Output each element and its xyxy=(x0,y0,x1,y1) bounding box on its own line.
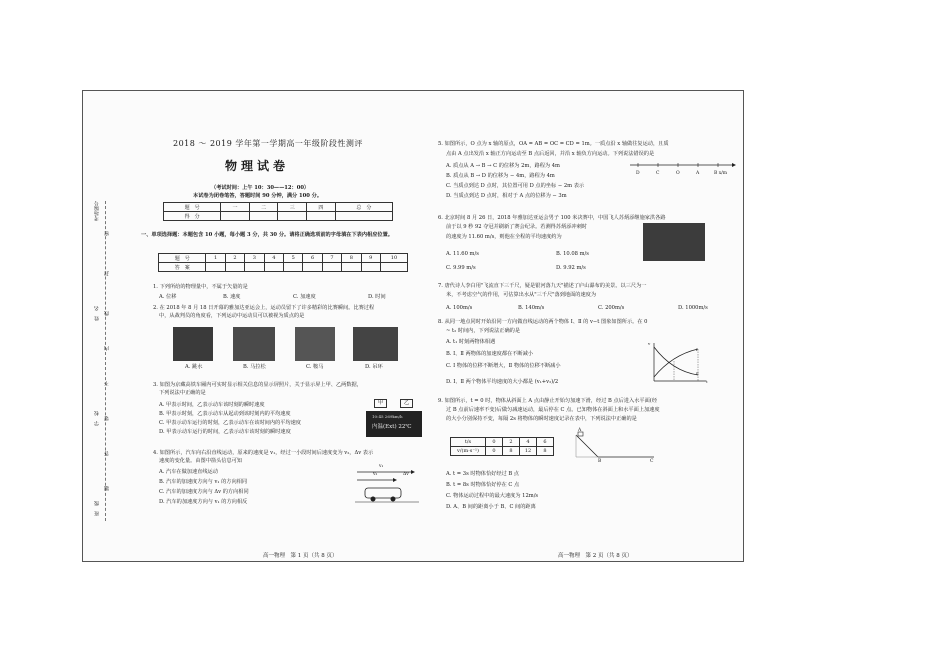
axis-label-d: D xyxy=(636,171,640,176)
q3-option-c: C. 甲表示动车运行的时刻，乙表示动车在该时间内的平均速度 xyxy=(159,420,301,426)
vt-cell: 0 xyxy=(486,447,503,456)
score-input[interactable] xyxy=(221,212,250,221)
q7-option-b: B. 140m/s xyxy=(518,305,545,311)
answer-input[interactable] xyxy=(361,263,380,272)
answer-input[interactable] xyxy=(342,263,361,272)
score-cell: 二 xyxy=(249,203,278,212)
cutline-char: 答 xyxy=(104,451,110,456)
answer-head: 8 xyxy=(342,254,361,263)
incline-surface xyxy=(576,435,598,457)
subject-title: 物理试卷 xyxy=(225,159,290,173)
answer-head: 2 xyxy=(225,254,244,263)
axis-label-c: C xyxy=(656,171,660,176)
binding-margin xyxy=(83,91,113,561)
answer-head: 10 xyxy=(380,254,407,263)
score-cell: 得 分 xyxy=(164,212,221,221)
q3-stem-2: 下列说法中正确的是 xyxy=(159,390,206,396)
answer-head: 3 xyxy=(245,254,264,263)
vt-head: 2 xyxy=(503,438,520,447)
q8-stem-1: 8. 从同一地点同时开始沿同一方向做直线运动的两个物体 Ⅰ、Ⅱ 的 v−t 图象如图所示。在 0 xyxy=(438,319,648,325)
label-yi: 乙 xyxy=(400,399,413,408)
answer-head: 1 xyxy=(206,254,225,263)
q8-stem-2: ~ t₂ 时间内，下列说法正确的是 xyxy=(446,328,521,334)
photo-rings xyxy=(353,327,398,361)
x-axis-figure xyxy=(628,161,738,171)
car-body xyxy=(365,488,401,498)
q4-option-c: C. 汽车的加速度方向与 Δv 的方向相同 xyxy=(159,489,249,495)
q5-option-a: A. 质点从 A → B → C 的位移为 2m，路程为 4m xyxy=(446,163,560,169)
dv-label: Δv xyxy=(403,472,409,477)
answer-head: 7 xyxy=(322,254,341,263)
q5-stem-1: 5. 如图所示，O 点为 x 轴的原点，OA = AB = OC = CD = 1m。一质点沿 x 轴做往复运动，且质 xyxy=(438,141,669,147)
q2-option-d: D. 吊环 xyxy=(365,364,383,370)
exam-sheet xyxy=(82,90,744,562)
q9-stem-2: 过 B 点前后速率不变)后做匀减速运动，最后停在 C 点。已知物体在斜面上和水平面上加速度 xyxy=(446,407,660,413)
answer-input[interactable] xyxy=(245,263,264,272)
q2-stem-2: 中，从裁判员的角度看，下列运动中运动员可以被视为质点的是 xyxy=(159,313,305,319)
section1-heading: 一、单项选择题：本题包含 10 小题，每小题 3 分，共 30 分。请将正确选项前的字母填在下表内相应位置。 xyxy=(141,232,393,238)
score-cell: 题 号 xyxy=(164,203,221,212)
vt-cell: 8 xyxy=(503,447,520,456)
answer-input[interactable] xyxy=(283,263,302,272)
answer-input[interactable] xyxy=(264,263,283,272)
footer-page-2: 高一物理 第 2 页（共 8 页） xyxy=(558,553,633,559)
cut-line xyxy=(105,201,106,521)
score-cell: 三 xyxy=(278,203,307,212)
q8-option-b: B. Ⅰ、Ⅱ 两物体的加速度都在不断减小 xyxy=(446,351,533,357)
answer-table xyxy=(158,253,408,272)
vt-cell: 12 xyxy=(520,447,537,456)
q2-option-c: C. 鞍马 xyxy=(306,364,324,370)
footer-page-1: 高一物理 第 1 页（共 8 页） xyxy=(263,553,338,559)
point-c-label: C xyxy=(650,459,654,464)
q6-stem-2: 前于以 9 秒 92 夺冠并刷新了赛会纪录。若测得苏炳添冲刺时 xyxy=(446,224,587,230)
score-cell: 总 分 xyxy=(335,203,392,212)
car-wheel xyxy=(391,497,396,502)
q1-option-c: C. 加速度 xyxy=(293,294,316,300)
q9-stem-1: 9. 如图所示，t = 0 时，物体从斜面上 A 点由静止开始匀加速下滑，经过 B 点后进入水平面(经 xyxy=(438,398,658,404)
cutline-char: 要 xyxy=(104,416,110,421)
q4-stem-2: 速度的变化量。由图中箭头信息可知 xyxy=(159,458,243,464)
answer-input[interactable] xyxy=(225,263,244,272)
q3-option-b: B. 甲表示时刻，乙表示动车从起动到该时刻内的平均速度 xyxy=(159,411,291,417)
answer-head: 6 xyxy=(303,254,322,263)
q4-option-b: B. 汽车的加速度方向与 v₁ 的方向相同 xyxy=(159,479,248,485)
exam-notice: 本试卷为闭卷笔答，答题时间 90 分钟，满分 100 分。 xyxy=(193,193,323,199)
axis-label-b: B x/m xyxy=(714,171,728,176)
score-cell: 四 xyxy=(307,203,336,212)
vt-head: 4 xyxy=(520,438,537,447)
curve-i xyxy=(654,349,698,377)
cutline-char: 题 xyxy=(104,486,110,491)
exam-time: （考试时间：上午 10：30——12：00） xyxy=(211,185,310,191)
q1-option-d: D. 时间 xyxy=(368,294,386,300)
margin-label-class: 班 级 xyxy=(94,501,100,516)
point-b-label: B xyxy=(598,459,602,464)
vt-graph xyxy=(648,341,710,385)
cutline-char: 封 xyxy=(104,271,110,276)
car-wheel xyxy=(371,497,376,502)
train-display-figure xyxy=(366,399,426,441)
cutline-char: 不 xyxy=(104,381,110,386)
vt-head: t/s xyxy=(451,438,486,447)
answer-head: 9 xyxy=(361,254,380,263)
q3-stem-1: 3. 如图为京藏高铁车厢内可实时显示相关信息的显示屏照片，关于显示屏上甲、乙两数据， xyxy=(153,382,362,388)
q3-option-a: A. 甲表示时间，乙表示动车该时刻的瞬时速度 xyxy=(159,402,265,408)
display-temp: 内温(Ext) 22℃ xyxy=(372,424,412,430)
v2-label: v₂ xyxy=(373,472,378,477)
q7-stem-1: 7. 唐代诗人李白用"飞流直下三千尺，疑是银河落九天"描述了庐山瀑布的美景。以三尺为一 xyxy=(438,283,647,289)
axis-label-a: A xyxy=(696,171,700,176)
q6-stem-1: 6. 北京时间 8 月 26 日，2018 年雅加达亚运会男子 100 米决赛中，中国飞人苏炳添继施家洪各路 xyxy=(438,215,666,221)
answer-input[interactable] xyxy=(322,263,341,272)
score-table xyxy=(163,202,393,221)
x-axis-arrowhead xyxy=(732,163,736,167)
exam-title: 2018 ～ 2019 学年第一学期高一年级阶段性测评 xyxy=(173,139,363,148)
q5-option-d: D. 当质点到达 D 点时，相对于 A 点的位移为 − 3m xyxy=(446,193,567,199)
q5-option-b: B. 质点从 B → D 的位移为 − 4m，路程为 4m xyxy=(446,173,555,179)
q6-stem-3: 的速度为 11.60 m/s，则他在全程的平均速度约为 xyxy=(446,234,562,240)
v1-arrowhead xyxy=(411,470,415,474)
score-input[interactable] xyxy=(307,212,336,221)
answer-head: 5 xyxy=(283,254,302,263)
answer-head: 题 号 xyxy=(159,254,206,263)
margin-label-name: 姓 名 xyxy=(94,306,100,321)
graph-v-label: v xyxy=(648,341,651,346)
q4-option-d: D. 汽车的加速度方向与 v₁ 的方向相反 xyxy=(159,499,248,505)
q8-option-c: C. Ⅰ 物体的位移不断增大，Ⅱ 物体的位移不断减小 xyxy=(446,363,561,369)
v1-label: v₁ xyxy=(379,464,384,469)
q4-option-a: A. 汽车在做加速直线运动 xyxy=(159,469,218,475)
q9-stem-3: 的大小分别保持不变，每隔 2s 将物体的瞬时速度记录在表中，下列说法中正确的是 xyxy=(446,416,637,422)
q1-option-b: B. 速度 xyxy=(223,294,241,300)
q9-option-c: C. 物体运动过程中的最大速度为 12m/s xyxy=(446,493,539,499)
label-jia: 甲 xyxy=(374,399,387,408)
photo-pommel-horse xyxy=(295,327,335,361)
q7-stem-2: 米，不考虑空气的作用，可估算出水从"三千尺"落到地面的速度为 xyxy=(446,292,597,298)
photo-marathon xyxy=(233,327,275,361)
q9-option-a: A. t = 3s 时物体恰好经过 B 点 xyxy=(446,471,519,477)
q2-option-b: B. 马拉松 xyxy=(243,364,266,370)
score-cell: 一 xyxy=(221,203,250,212)
graph-label-ii: Ⅱ xyxy=(696,371,699,376)
q8-option-d: D. Ⅰ、Ⅱ 两个物体平均速度的大小都是 (v₁+v₂)/2 xyxy=(446,379,559,385)
axis-label-o: O xyxy=(676,171,680,176)
answer-input[interactable] xyxy=(303,263,322,272)
car-velocity-figure xyxy=(353,466,423,506)
q2-stem-1: 2. 在 2018 年 8 月 18 日开幕的雅加达亚运会上，运动员留下了许多精彩的比赛瞬间。比赛过程 xyxy=(153,305,375,311)
q7-option-c: C. 200m/s xyxy=(598,305,625,311)
score-input[interactable] xyxy=(278,212,307,221)
cutline-char: 内 xyxy=(104,346,110,351)
q7-option-a: A. 100m/s xyxy=(446,305,473,311)
margin-label-exam-no: 考场编号 xyxy=(94,201,100,221)
cutline-char: 密 xyxy=(104,231,110,236)
q6-option-b: B. 10.08 m/s xyxy=(556,251,589,257)
score-input[interactable] xyxy=(335,212,392,221)
v2-arrowhead xyxy=(393,478,397,482)
q9-option-b: B. t = 8s 时物体恰好停在 C 点 xyxy=(446,482,520,488)
q5-option-c: C. 当质点到达 D 点时，其位置可用 D 点的坐标 − 2m 表示 xyxy=(446,183,585,189)
photo-sprint-finish xyxy=(643,223,705,261)
answer-input[interactable] xyxy=(380,263,407,272)
q5-stem-2: 点由 A 点出发沿 x 轴正方向运动至 B 点后返回，并沿 x 轴负方向运动。下列说法错误的是 xyxy=(446,151,655,157)
display-screen xyxy=(366,411,422,437)
vt-head: 0 xyxy=(486,438,503,447)
answer-head: 4 xyxy=(264,254,283,263)
q4-stem-1: 4. 如图所示，汽车向右沿直线运动，原来的速度是 v₁，经过一小段时间后速度变为 v₂，Δv 表示 xyxy=(153,450,374,456)
answer-label: 答 案 xyxy=(159,263,206,272)
margin-label-school: 学 校 xyxy=(94,411,100,426)
vt-head: 6 xyxy=(537,438,554,447)
q7-option-d: D. 1000m/s xyxy=(678,305,708,311)
incline-figure xyxy=(568,429,658,465)
q6-option-d: D. 9.92 m/s xyxy=(556,265,586,271)
velocity-table xyxy=(450,437,554,456)
q6-option-c: C. 9.99 m/s xyxy=(446,265,476,271)
graph-label-i: Ⅰ xyxy=(696,347,698,352)
q1-stem: 1. 下列所给的物理量中，不属于矢量的是 xyxy=(153,284,248,290)
photo-diving xyxy=(173,327,213,361)
display-top-line: 10:45 269km/h xyxy=(372,414,403,419)
cutline-char: 线 xyxy=(104,311,110,316)
q3-option-d: D. 甲表示动车运行的时间，乙表示动车该时刻的瞬时速度 xyxy=(159,429,291,435)
point-a-label: A xyxy=(578,428,582,433)
q1-option-a: A. 位移 xyxy=(159,294,177,300)
graph-t-label: t xyxy=(706,379,708,384)
q9-option-d: D. A、B 间的距离小于 B、C 间的距离 xyxy=(446,504,536,510)
q2-option-a: A. 跳水 xyxy=(185,364,203,370)
score-input[interactable] xyxy=(249,212,278,221)
answer-input[interactable] xyxy=(206,263,225,272)
q8-option-a: A. t₁ 时刻两物体相遇 xyxy=(446,339,496,345)
q6-option-a: A. 11.60 m/s xyxy=(446,251,479,257)
vt-cell: 8 xyxy=(537,447,554,456)
vt-cell: v/(m·s⁻¹) xyxy=(451,447,486,456)
